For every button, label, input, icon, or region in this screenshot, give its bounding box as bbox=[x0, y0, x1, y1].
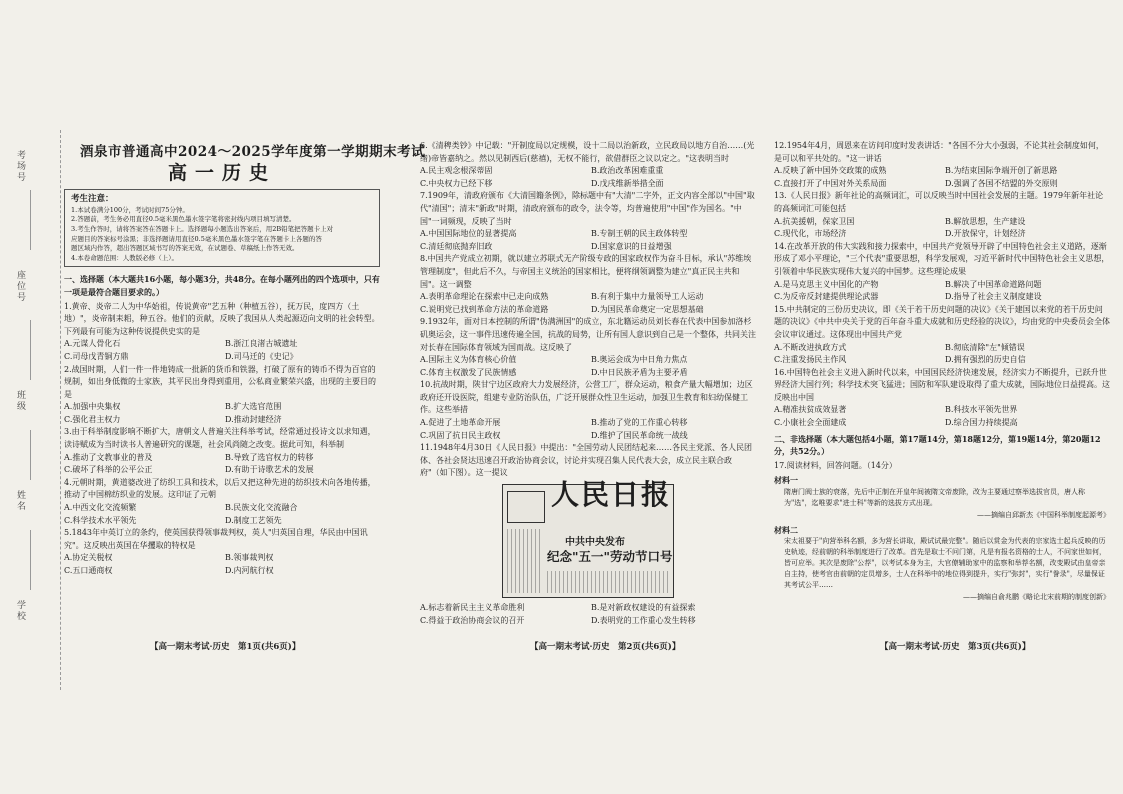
option: C.巩固了抗日民主政权 bbox=[420, 430, 501, 440]
option: C.现代化，市场经济 bbox=[774, 229, 847, 239]
question-stem: 13.《人民日报》新年社论的高频词汇，可以反映当时中国社会发展的主题。1979年新年社论的高频词汇可能包括 bbox=[774, 191, 1104, 213]
notice-title: 考生注意： bbox=[71, 194, 114, 205]
option: B.推动了党的工作重心转移 bbox=[591, 418, 688, 428]
question-stem: 5.1843年中英订立的条约，使英国获得领事裁判权，英人"归英国自理，华民由中国讯究"。这反映出英国在华攫取的特权是 bbox=[64, 528, 368, 550]
question-stem: 14.在改革开放的伟大实践和接力探索中，中国共产党领导开辟了中国特色社会主义道路，逐渐形成了邓小平理论，"三个代表"重要思想，科学发展观，习近平新时代中国特色社会主义思想，引领着中华民族实现伟大复兴的中国梦。这些理论成果 bbox=[774, 241, 1110, 276]
option: B.彻底清除"左"倾错误 bbox=[945, 342, 1025, 352]
option: A.促进了土地革命开展 bbox=[420, 418, 501, 428]
option: C.司母戊青铜方鼎 bbox=[64, 351, 129, 361]
option: C.得益于政治协商会议的召开 bbox=[420, 615, 525, 625]
option: A.中国国际地位的显著提高 bbox=[420, 229, 517, 239]
question-stem: 3.由于科举制度影响不断扩大，唐朝文人普遍关注科举考试，经常通过投诗文以求知遇，读诗赋成为当时读书人普遍研究的课题，社会风尚随之改变。据此可知，科举制 bbox=[64, 427, 376, 450]
answer-options bbox=[420, 165, 756, 190]
gutter-label: 姓名 bbox=[15, 490, 25, 512]
notice-line: 2.答题前，考生务必用直径0.5毫米黑色墨水签字笔将密封线内项目填写清楚。 bbox=[71, 215, 296, 224]
answer-options bbox=[64, 338, 380, 363]
option: C.体育主权激发了民族情感 bbox=[420, 367, 517, 377]
gutter-label: 考场号 bbox=[15, 150, 25, 183]
option: D.维护了国民革命统一战线 bbox=[591, 430, 688, 440]
material-source: ——摘编自俞兆鹏《略论北宋前期的制度创新》 bbox=[963, 593, 1110, 602]
answer-options bbox=[420, 417, 756, 442]
option: B.奥运会成为中日角力焦点 bbox=[591, 355, 688, 365]
option: D.推动封建经济 bbox=[225, 414, 282, 424]
question bbox=[64, 301, 380, 364]
option: A.协定关税权 bbox=[64, 553, 113, 563]
option: C.破坏了科举的公平公正 bbox=[64, 465, 153, 475]
question bbox=[420, 140, 756, 190]
option: B.为结束国际争端开创了新思路 bbox=[945, 166, 1058, 176]
question bbox=[420, 379, 756, 442]
option: B.有利于集中力量领导工人运动 bbox=[591, 292, 704, 302]
option: C.科学技术水平领先 bbox=[64, 515, 137, 525]
answer-options bbox=[64, 401, 380, 426]
option: B.领事裁判权 bbox=[225, 553, 274, 563]
newspaper-masthead: 人民日报 bbox=[551, 478, 672, 512]
question bbox=[420, 316, 756, 379]
answer-options bbox=[420, 228, 756, 253]
option: B.解放思想，生产建设 bbox=[945, 216, 1026, 226]
newspaper-ear-box bbox=[507, 491, 545, 523]
option: C.强化君主权力 bbox=[64, 414, 121, 424]
page-2 bbox=[420, 140, 756, 660]
option: C.直接打开了中国对外关系局面 bbox=[774, 178, 887, 188]
option: A.精准扶贫成效显著 bbox=[774, 405, 847, 415]
notice-line: 3.考生作答时，请将答案答在答题卡上。选择题每小题选出答案后，用2B铅笔把答题卡上对 bbox=[71, 224, 334, 233]
newspaper-headline: 纪念"五一"劳动节口号 bbox=[547, 549, 673, 565]
option: B.是对新政权建设的有益探索 bbox=[591, 603, 696, 613]
option: A.民主观念根深蒂固 bbox=[420, 166, 493, 176]
section-heading: 一、选择题（本大题共16小题，每小题3分，共48分。在每小题列出的四个选项中，只有一项是最符合题目要求的。） bbox=[64, 274, 380, 297]
page-footer: 【高一期末考试·历史 第2页(共6页)】 bbox=[530, 642, 681, 652]
notice-line: 应题目的答案标号涂黑；非选择题请用直径0.5毫米黑色墨水签字笔在答题卡上各题的答 bbox=[71, 234, 322, 243]
option: A.表明革命理论在探索中已走向成熟 bbox=[420, 292, 549, 302]
notice-line: 1.本试卷满分100分，考试时间75分钟。 bbox=[71, 205, 189, 214]
option: D.国家意识的日益增强 bbox=[591, 241, 672, 251]
question-stem: 17.阅读材料，回答问题。（14分） bbox=[774, 460, 897, 470]
answer-options bbox=[420, 354, 756, 379]
question-stem: 16.中国特色社会主义进入新时代以来，中国国民经济快速发展，经济实力不断提升，已跃升世界经济大国行列；科学技术突飞猛进；国防和军队建设取得了重大成就，国际地位日益提高。这反映出中国 bbox=[774, 367, 1110, 402]
material-source: ——摘编自邱新杰《中国科举制度起源考》 bbox=[977, 511, 1110, 520]
question-list bbox=[774, 140, 1110, 430]
material-title: 材料一 bbox=[774, 475, 798, 486]
option: A.抗美援朝，保家卫国 bbox=[774, 216, 855, 226]
question-stem: 6.《清稗类钞》中记载："开制度局以定规模，设十二局以治新政，立民政局以地方自治……(光绪)帝皆嘉纳之。然以见制西后(慈禧)，无权不能行，欲借群臣之议以定之。"这表明当时 bbox=[420, 141, 755, 163]
question bbox=[64, 477, 380, 527]
option: D.强调了各国不结盟的外交原则 bbox=[945, 178, 1058, 188]
question-stem: 1.黄帝、炎帝二人为中华始祖，传说黄帝"艺五种（种植五谷），抚万民，度四方（土地）"，炎帝制耒耜，种五谷。他们的贡献，反映了我国从人类起源迈向文明的社会转型。下列最有可能为这种传说提供史实的是 bbox=[64, 301, 380, 336]
option: D.司马迁的《史记》 bbox=[225, 351, 298, 361]
gutter-label: 座位号 bbox=[15, 270, 25, 303]
option: B.民族文化交流融合 bbox=[225, 503, 298, 513]
notice-box bbox=[64, 189, 380, 267]
question bbox=[774, 304, 1110, 367]
option: D.制度工艺领先 bbox=[225, 515, 282, 525]
page-3 bbox=[774, 140, 1110, 660]
option: C.中央权力已经下移 bbox=[420, 178, 493, 188]
answer-options bbox=[420, 291, 756, 316]
option: C.注重发扬民主作风 bbox=[774, 355, 847, 365]
option: B.解决了中国革命道路问题 bbox=[945, 279, 1042, 289]
question bbox=[420, 253, 756, 316]
question-stem: 9.1932年，面对日本控制的所谓"伪满洲国"的成立，东北籍运动员刘长春在代表中国参加洛杉矶奥运会，这一事件迅速传遍全国，抗战的局势，让所有国人意识到自己是一个整体，共同关注对长春在国际体育领域为国而战。这反映了 bbox=[420, 317, 756, 352]
answer-options bbox=[64, 452, 380, 477]
option: D.内河航行权 bbox=[225, 566, 274, 575]
question-stem: 2.战国时期，人们一件一件地铸成一批新的货币和铁器，打破了原有的铸币不得为百官的规制，如出身低微的士家族，其平民出身得到重用，公私商业繁荣兴盛，出现的主要目的是 bbox=[64, 364, 376, 399]
answer-options bbox=[774, 165, 1110, 190]
notice-line: 题区域内作答，超出答题区域书写的答案无效，在试题卷、草稿纸上作答无效。 bbox=[71, 244, 299, 253]
question-list bbox=[64, 301, 380, 578]
newspaper-headline: 中共中央发布 bbox=[565, 537, 625, 549]
option: B.专制王朝的民主政体转型 bbox=[591, 229, 688, 239]
page-footer: 【高一期末考试·历史 第3页(共6页)】 bbox=[880, 642, 1031, 652]
answer-options bbox=[64, 552, 380, 577]
page-1 bbox=[64, 140, 426, 660]
option: C.说明党已找到革命方法的革命道路 bbox=[420, 304, 549, 314]
option: A.推动了文教事业的普及 bbox=[64, 452, 153, 462]
option: A.不断改进执政方式 bbox=[774, 342, 847, 352]
option: D.戊戌维新举措全面 bbox=[591, 178, 664, 188]
question-stem: 4.元朝时期，黄道婆改进了纺织工具和技术，以后又把这种先进的纺织技术向各地传播，推动了中国棉纺织业的发展。这印证了元朝 bbox=[64, 477, 376, 500]
question bbox=[774, 140, 1110, 190]
question bbox=[774, 367, 1110, 430]
gutter-label: 班级 bbox=[15, 390, 25, 412]
option: C.清廷彻底抛弃旧政 bbox=[420, 241, 493, 251]
question bbox=[774, 241, 1110, 304]
option: A.反映了新中国外交政策的成熟 bbox=[774, 166, 887, 176]
answer-options bbox=[774, 342, 1110, 367]
question bbox=[64, 527, 380, 577]
question bbox=[64, 426, 380, 476]
question bbox=[64, 364, 380, 427]
option: D.拥有强烈的历史自信 bbox=[945, 355, 1026, 365]
answer-options bbox=[64, 502, 380, 527]
question-stem: 11.1948年4月30日《人民日报》中提出："全国劳动人民团结起来……各民主党派、各人民团体、各社会贤达迅速召开政治协商会议，讨论并实现召集人民代表大会，成立民主联合政府"（如下图）。这一提议 bbox=[420, 443, 753, 478]
question-stem: 8.中国共产党成立初期，就以建立苏联式无产阶级专政的国家政权作为奋斗目标，承认"苏维埃管理制度"，但此后不久，与帝国主义统治的国家相比，便将纲领调整为建立"真正民主共和国"。这一调整 bbox=[420, 254, 752, 289]
material-text: 宋太祖要于"向营举科名额，多为营长讲取，殿试试最完整"。随后以赏金为代表的宗家选士起兵反映的历史轨迹，经前朝的科举制度进行了改革。首先是取士不问门第，凡是有报名资格的士人，不问家世如何，皆可应举。其次是废除"公荐"，以考试本身为主，大官僚辅助家中的监察和举荐名额，改变殿试由皇帝亲自主持，使考官由前朝的定员增多，士人在科举中的地位得到提升，实行"弥封"，实行"誊录"，尽量保证其考试公平…… bbox=[784, 537, 1106, 590]
option: D.中日民族矛盾为主要矛盾 bbox=[591, 367, 688, 377]
question-stem: 15.中共制定的三份历史决议，即《关于若干历史问题的决议》《关于建国以来党的若干历史问题的决议》《中共中央关于党的百年奋斗重大成就和历史经验的决议》，均由党的中央委员会全体会议审议通过。这体现出中国共产党 bbox=[774, 304, 1110, 339]
option: C.为反帝反封建提供理论武器 bbox=[774, 292, 879, 302]
section-heading: 二、非选择题（本大题包括4小题，第17题14分，第18题12分，第19题14分，第20题12分，共52分。） bbox=[774, 433, 1101, 457]
question-stem: 10.抗战时期，陕甘宁边区政府大力发展经济，公营工厂，群众运动，粮食产量大幅增加；边区政府还开设医院，组建专业防治队伍，广泛开展群众性卫生运动，加强卫生教育和妇幼保健工作。这些举措 bbox=[420, 380, 753, 415]
question bbox=[420, 442, 756, 480]
gutter-label: 学校 bbox=[15, 600, 25, 622]
question-list bbox=[420, 140, 756, 480]
option: A.是马克思主义中国化的产物 bbox=[774, 279, 879, 289]
newspaper-text-columns bbox=[507, 529, 543, 593]
question-stem: 7.1909年，清政府颁布《大清国籍条例》，除标题中有"大清"二字外，正文内容全部以"中国"取代"清国"；清末"新政"时期，清政府颁布的政令，法令等，均普遍使用"中国"作为国名。"中国"一词频现，反映了当时 bbox=[420, 191, 755, 226]
option: D.表明党的工作重心发生转移 bbox=[591, 615, 696, 625]
question bbox=[774, 190, 1110, 240]
option: B.浙江良渚古城遗址 bbox=[225, 339, 298, 349]
material-text: 隋唐门阀士族的衰落，先后中正制在开皇年间被隋文帝废除，改为主要通过察举选拔官员，唐人称为"选"，迄唯要求"进士科"等新的选拔方式出现。 bbox=[784, 488, 1085, 508]
option: B.导致了选官权力的转移 bbox=[225, 452, 314, 462]
subject-title: 高一历史 bbox=[167, 161, 276, 184]
answer-options bbox=[420, 602, 756, 627]
option: D.开放保守，计划经济 bbox=[945, 229, 1026, 239]
answer-options bbox=[774, 216, 1110, 241]
option: A.加强中央集权 bbox=[64, 402, 121, 412]
option: A.元谋人骨化石 bbox=[64, 339, 121, 349]
notice-line: 4.本卷命题范围：人教版必修（上）。 bbox=[71, 253, 178, 262]
answer-options bbox=[774, 404, 1110, 429]
exam-title: 酒泉市普通高中2024～2025学年度第一学期期末考试 bbox=[80, 144, 426, 160]
option: B.扩大选官范围 bbox=[225, 402, 282, 412]
option: A.国际主义为体育核心价值 bbox=[420, 355, 517, 365]
question bbox=[420, 190, 756, 253]
option: D.为国民革命奠定一定思想基础 bbox=[591, 304, 704, 314]
option: C.小康社会全面建成 bbox=[774, 418, 847, 428]
newspaper-image bbox=[502, 478, 674, 598]
option: D.综合国力持续提高 bbox=[945, 418, 1018, 428]
option: D.指导了社会主义制度建设 bbox=[945, 292, 1042, 302]
question-stem: 12.1954年4月，周恩来在访问印度时发表讲话："各国不分大小强弱，不论其社会制度如何，是可以和平共处的。"这一讲话 bbox=[774, 141, 1104, 163]
material-title: 材料二 bbox=[774, 524, 798, 535]
option: A.标志着新民主主义革命胜利 bbox=[420, 603, 525, 613]
option: C.五口通商权 bbox=[64, 566, 113, 575]
binding-gutter bbox=[0, 130, 61, 690]
option: D.有助于诗歌艺术的发展 bbox=[225, 465, 314, 475]
option: B.政治改革困难重重 bbox=[591, 166, 664, 176]
answer-options bbox=[774, 279, 1110, 304]
option: A.中西文化交流频繁 bbox=[64, 503, 137, 513]
page-footer: 【高一期末考试·历史 第1页(共6页)】 bbox=[150, 642, 301, 652]
option: B.科技水平领先世界 bbox=[945, 405, 1018, 415]
newspaper-text-columns bbox=[547, 571, 669, 593]
